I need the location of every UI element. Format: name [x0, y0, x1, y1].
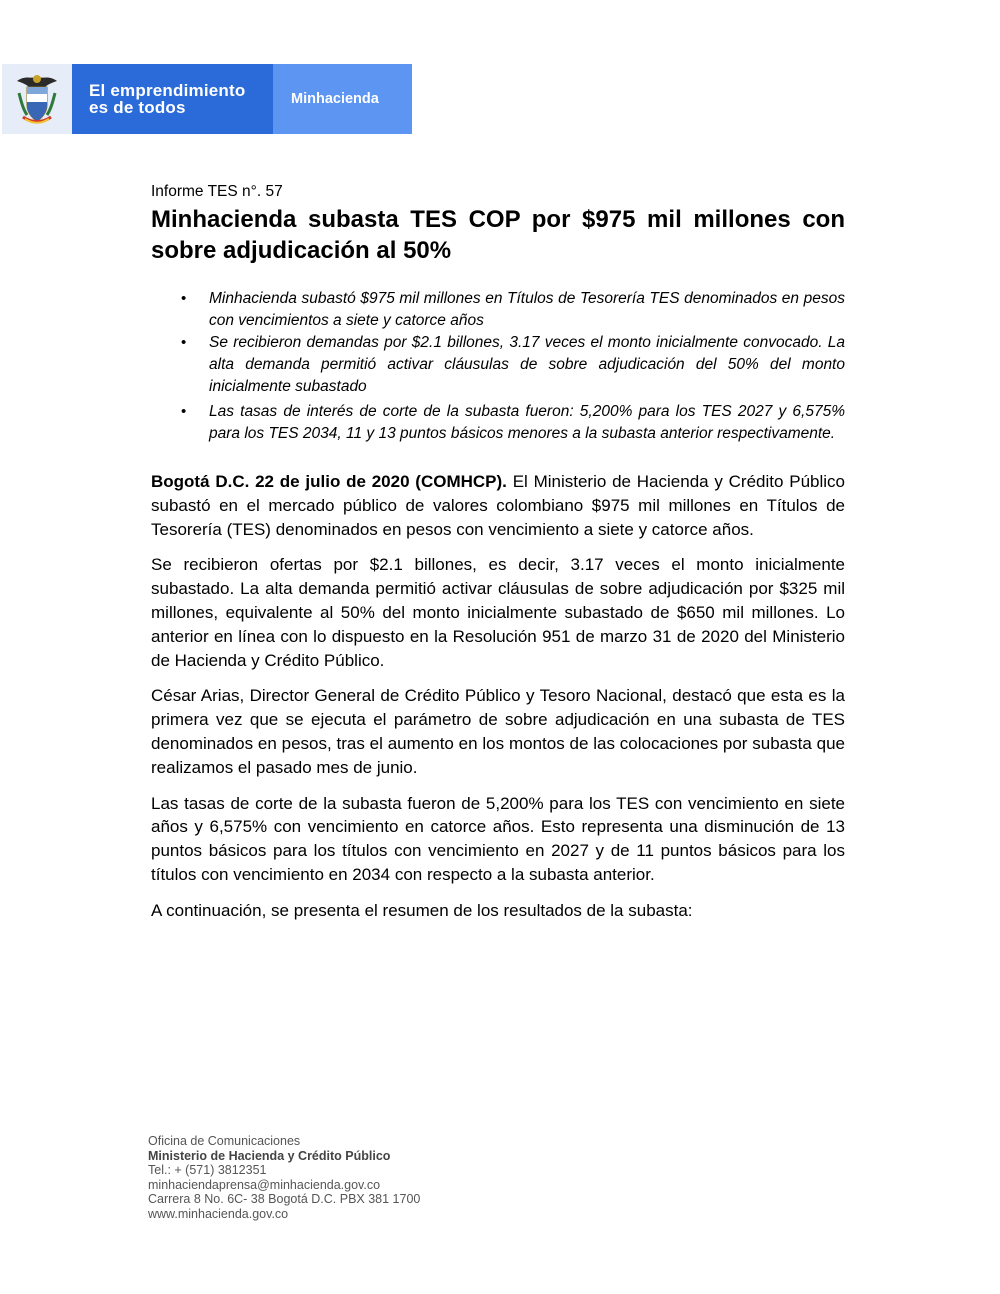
footer-address: Carrera 8 No. 6C- 38 Bogotá D.C. PBX 381 1700 [148, 1192, 421, 1206]
body-paragraph: Se recibieron ofertas por $2.1 billones, es decir, 3.17 veces el monto inicialmente subastado. La alta demanda permitió activar cláusulas de sobre adjudicación por $325 mil millones, equivalente al 50% del monto inicialmente subastado de $650 mil millones. Lo anterior en línea con lo dispuesto en la Resolución 951 de marzo 31 de 2020 del Ministerio de Hacienda y Crédito Público. [151, 555, 845, 670]
report-number: Informe TES n°. 57 [151, 183, 283, 200]
dateline: Bogotá D.C. 22 de julio de 2020 (COMHCP). [151, 472, 507, 491]
brand-name: Minhacienda [291, 91, 379, 107]
coat-of-arms-icon [2, 64, 72, 134]
body-paragraph [151, 470, 845, 541]
press-release [151, 182, 845, 923]
body-paragraph: César Arias, Director General de Crédito Público y Tesoro Nacional, destacó que esta es la primera vez que se ejecuta el parámetro de sobre adjudicación en una subasta de TES denominados en pesos, tras el aumento en los montos de las colocaciones por subasta que realizamos el pasado mes de junio. [151, 686, 845, 777]
slogan-line-2: es de todos [89, 98, 186, 117]
footer-ministry: Ministerio de Hacienda y Crédito Público [148, 1148, 391, 1163]
footer-email[interactable]: minhaciendaprensa@minhacienda.gov.co [148, 1177, 381, 1192]
slogan-line-1: El emprendimiento [89, 81, 246, 100]
footer-phone: Tel.: + (571) 3812351 [148, 1163, 267, 1177]
banner-slogan-block [2, 64, 273, 134]
body-paragraph: A continuación, se presenta el resumen de los resultados de la subasta: [151, 900, 693, 920]
bullet-icon: • [181, 334, 187, 351]
footer-website[interactable]: www.minhacienda.gov.co [148, 1206, 289, 1221]
banner-slogan [89, 82, 245, 116]
list-item [151, 332, 845, 398]
bullet-icon: • [181, 403, 187, 420]
list-item [151, 401, 845, 445]
banner-brand-block [273, 64, 412, 134]
bullet-text: Las tasas de interés de corte de la subasta fueron: 5,200% para los TES 2027 y 6,575% para los TES 2034, 11 y 13 puntos básicos menores a la subasta anterior respectivamente. [209, 403, 845, 442]
body-paragraph: Las tasas de corte de la subasta fueron de 5,200% para los TES con vencimiento en siete años y 6,575% con vencimiento en catorce años. Esto representa una disminución de 13 puntos básicos para los títulos con vencimiento en 2027 y de 11 puntos básicos para los títulos con vencimiento en 2034 con respecto a la subasta anterior. [151, 793, 845, 884]
contact-footer [148, 1134, 420, 1221]
bullet-text: Minhacienda subastó $975 mil millones en Títulos de Tesorería TES denominados en pesos con vencimientos a siete y catorce años [209, 290, 845, 329]
page-title: Minhacienda subasta TES COP por $975 mil millones con sobre adjudicación al 50% [151, 206, 845, 264]
header-banner [2, 64, 412, 134]
bullet-icon: • [181, 290, 187, 307]
footer-office: Oficina de Comunicaciones [148, 1134, 301, 1148]
highlights-list [151, 288, 845, 445]
list-item [151, 288, 845, 332]
bullet-text: Se recibieron demandas por $2.1 billones, 3.17 veces el monto inicialmente convocado. La alta demanda permitió activar cláusulas de sobre adjudicación del 50% del monto inicialmente subastado [209, 334, 845, 395]
paragraph-text: El Ministerio de Hacienda y Crédito Público subastó en el mercado público de valores colombiano $975 mil millones en Títulos de Tesorería (TES) denominados en pesos con vencimiento a siete y catorce años. [151, 472, 845, 539]
